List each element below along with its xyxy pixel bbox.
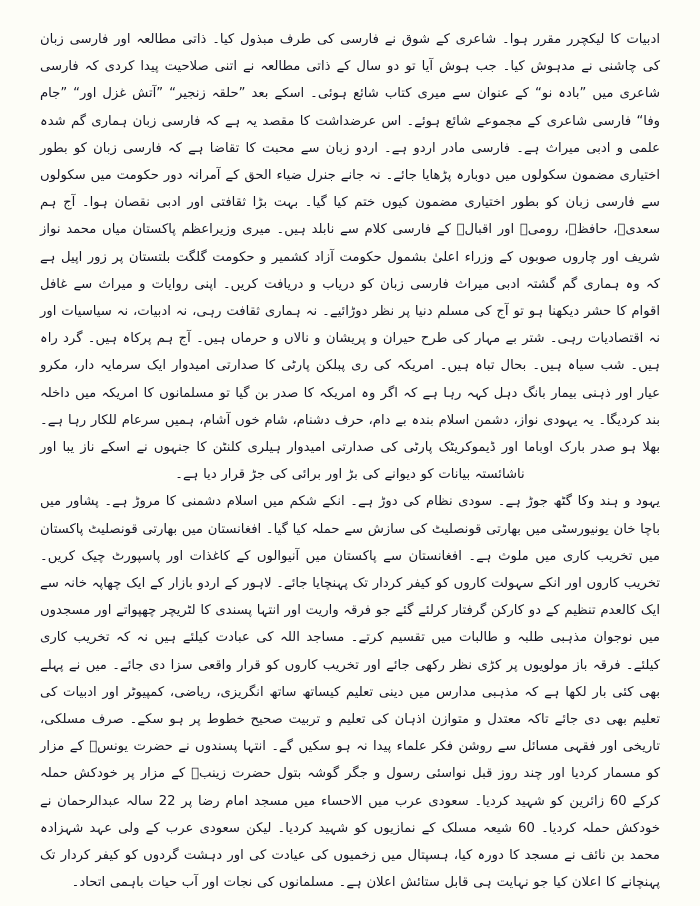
article-body	[40, 26, 660, 897]
paragraph-2: یہود و ہند وکا گٹھ جوڑ ہے۔ سودی نظام کی دوڑ ہے۔ انکے شکم میں اسلام دشمنی کا مروڑ ہے۔ پشاور میں باچا خان یونیورسٹی میں بھارتی قونصلیٹ کی سازش سے حملہ کیا گیا۔ افغانستان میں بھارتی قونصلیٹ پاکستان میں تخریب کاری میں ملوث ہے۔ افغانستان سے پاکستان میں آنیوالوں کے کاغذات اور پاسپورٹ چیک کریں۔ تخریب کاروں اور انکے سہولت کاروں کو کیفر کردار تک پہنچایا جائے۔ لاہور کے اردو بازار کے ایک چھاپہ خانہ سے ایک کالعدم تنظیم کے دو کارکن گرفتار کرلئے گئے جو فرقہ واریت اور انتہا پسندی کا لٹریچر چھپواتے اور مسجدوں میں نوجوان مذہبی طلبہ و طالبات میں تقسیم کرتے۔ مساجد اللہ کی عبادت کیلئے ہیں نہ کہ تخریب کاری کیلئے۔ فرقہ باز مولویوں پر کڑی نظر رکھی جائے اور تخریب کاروں کو قرار واقعی سزا دی جائے۔ میں نے پہلے بھی کئی بار لکھا ہے کہ مذہبی مدارس میں دینی تعلیم کیساتھ ساتھ انگریزی، ریاضی، کمپیوٹر اور ادبیات کی تعلیم بھی دی جائے تاکہ معتدل و متوازن اذہان کی تعلیم و تربیت صحیح خطوط پر ہو سکے۔ صرف مسلکی، تاریخی اور فقہی مسائل سے روشن فکر علماء پیدا نہ ہو سکیں گے۔ انتہا پسندوں نے حضرت یونسؑ کے مزار کو مسمار کردیا اور چند روز قبل نواسئی رسول و جگر گوشہ بتول حضرت زینبؓ کے مزار پر خودکش حملہ کرکے 60 زائرین کو شہید کردیا۔ سعودی عرب میں الاحساء میں مسجد امام رضا پر 22 سالہ عبدالرحمان نے خودکش حملہ کردیا۔ 60 شیعہ مسلک کے نمازیوں کو شہید کردیا۔ لیکن سعودی عرب کے ولی عہد شہزادہ محمد بن نائف نے مسجد کا دورہ کیا، ہسپتال میں زخمیوں کی عیادت کی اور دہشت گردوں کو کیفر کردار تک پہنچانے کا اعلان کیا جو نہایت ہی قابل ستائش اعلان ہے۔ مسلمانوں کی نجات اور آب حیات باہمی اتحاد۔	[40, 494, 660, 891]
paragraph-1: ادبیات کا لیکچرر مقرر ہوا۔ شاعری کے شوق نے فارسی کی طرف مبذول کیا۔ ذاتی مطالعہ اور فارسی زبان کی چاشنی نے مدہوش کیا۔ جب ہوش آیا تو دو سال کے ذاتی مطالعہ نے اتنی صلاحیت پیدا کردی کہ فارسی شاعری میں ”بادہ نو“ کے عنوان سے میری کتاب شائع ہوئی۔ اسکے بعد ”حلقہ زنجیر“ ”آتش غزل اور“ ”جام وفا“ فارسی شاعری کے مجموعے شائع ہوئے۔ اس عرضداشت کا مقصد یہ ہے کہ فارسی زبان ہماری گم شدہ علمی و ادبی میراث ہے۔ فارسی مادر اردو ہے۔ اردو زبان سے محبت کا تقاضا ہے کہ فارسی زبان کو بطور اختیاری مضمون سکولوں میں دوبارہ پڑھایا جائے۔ نہ جانے جنرل ضیاء الحق کے آمرانہ دور حکومت میں سکولوں سے فارسی زبان کو بطور اختیاری مضمون کیوں ختم کیا گیا۔ بہت بڑا ثقافتی اور ادبی نقصان ہوا۔ آج ہم سعدیؒ، حافظؒ، رومیؒ اور اقبالؒ کے فارسی کلام سے نابلد ہیں۔ میری وزیراعظم پاکستان میاں محمد نواز شریف اور چاروں صوبوں کے وزراء اعلیٰ بشمول حکومت آزاد کشمیر و حکومت گلگت بلتستان پر زور اپیل ہے کہ وہ ہماری گم گشتہ ادبی میراث فارسی زبان کو دریاب و دریافت کریں۔ اپنی روایات و میراث سے غافل اقوام کا حشر دیکھنا ہو تو آج کی مسلم دنیا پر نظر دوڑائیے۔ نہ ہماری ثقافت رہی، نہ ادبیات، نہ سیاسیات اور نہ اقتصادیات رہی۔ شتر بے مہار کی طرح حیران و پریشان و نالاں و حرماں ہیں۔ آج ہم پرکاہ ہیں۔ گرد راہ ہیں۔ شب سیاہ ہیں۔ بحال تباہ ہیں۔ امریکہ کی ری پبلکن پارٹی کا صدارتی امیدوار ایک سرمایہ دار، مکرو عیار اور ذہنی بیمار بانگ دہل کہہ رہا ہے کہ اگر وہ امریکہ کا صدر بن گیا تو مسلمانوں کا امریکہ میں داخلہ بند کردیگا۔ یہ یہودی نواز، دشمن اسلام بندہ بے دام، حرف دشنام، شام خوں آشام، ہمیں سرعام للکار رہا ہے۔ بھلا ہو صدر بارک اوباما اور ڈیموکریٹک پارٹی کی صدارتی امیدوار ہیلری کلنٹن کا جنہوں نے اسکے ناز یبا اور ناشائستہ بیانات کو دیوانے کی بڑ اور برائی کی جڑ قرار دیا ہے۔	[40, 32, 660, 483]
